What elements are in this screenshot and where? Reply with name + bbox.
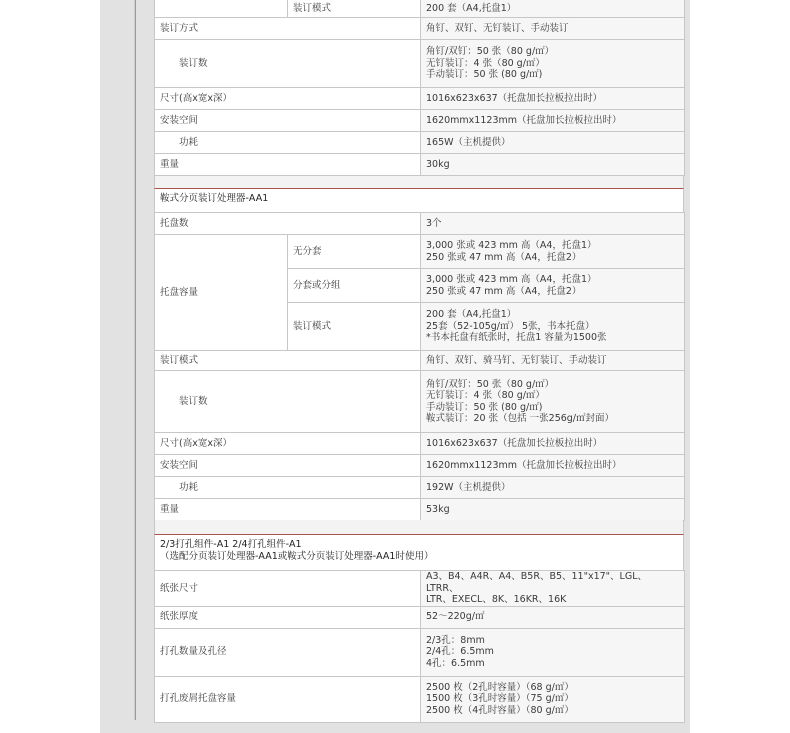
row-label: 重量: [155, 499, 421, 521]
row-value: 角钉/双钉：50 张（80 g/㎡） 无钉装订：4 张（80 g/㎡） 手动装订：50 张 (80 g/㎡) 鞍式装订：20 张（包括 一张256g/㎡封面）: [421, 371, 685, 433]
row-value: 192W（主机提供）: [421, 477, 685, 499]
table-row: [155, 433, 685, 455]
table-row: [155, 88, 685, 110]
row-value: 3个: [421, 213, 685, 235]
row-value: 1620mmx1123mm（托盘加长拉板拉出时）: [421, 110, 685, 132]
row-sublabel: 无分套: [288, 235, 421, 269]
row-sublabel: 分套或分组: [288, 269, 421, 303]
row-value: 200 套（A4,托盘1） 25套（52-105g/㎡） 5张，书本托盘） *书本托盘有纸张时，托盘1 容量为1500张: [421, 303, 685, 351]
table-row: [155, 40, 685, 88]
row-label: 安装空间: [155, 455, 421, 477]
row-value: 1016x623x637（托盘加长拉板拉出时）: [421, 433, 685, 455]
row-value: 165W（主机提供）: [421, 132, 685, 154]
table-row: [155, 455, 685, 477]
table-row: [155, 132, 685, 154]
row-value: 53kg: [421, 499, 685, 521]
row-value: 30kg: [421, 154, 685, 176]
row-value: 2500 枚（2孔时容量）（68 g/㎡） 1500 枚（3孔时容量）（75 g/㎡） 2500 枚（4孔时容量）（80 g/㎡）: [421, 676, 685, 722]
table-row: [155, 371, 685, 433]
row-label: 尺寸(高x宽x深）: [155, 88, 421, 110]
table-row: [155, 606, 685, 628]
row-label: 纸张尺寸: [155, 571, 421, 607]
row-value: 2/3孔：8mm 2/4孔：6.5mm 4孔：6.5mm: [421, 628, 685, 676]
row-label: 功耗: [155, 477, 421, 499]
table-row: [155, 477, 685, 499]
table-row: [155, 18, 685, 40]
table-row: [155, 0, 685, 18]
section-gap: [154, 520, 684, 534]
spec-table-2: [154, 212, 685, 521]
row-value: 52～220g/㎡: [421, 606, 685, 628]
table-row: [155, 676, 685, 722]
table-row: [155, 351, 685, 371]
table-row: [155, 628, 685, 676]
table-row: [155, 571, 685, 607]
spec-table-1: [154, 0, 685, 176]
row-value: 1016x623x637（托盘加长拉板拉出时）: [421, 88, 685, 110]
row-sublabel: 装订模式: [293, 2, 332, 14]
row-label: 功耗: [155, 132, 421, 154]
row-label: 重量: [155, 154, 421, 176]
table-row: [155, 499, 685, 521]
row-value: A3、B4、A4R、A4、B5R、B5、11"x17"、LGL、LTRR、 LTR、EXECL、8K、16KR、16K: [421, 571, 685, 607]
section-gap: [154, 176, 684, 188]
row-label: 装订方式: [155, 18, 421, 40]
table-row: [155, 154, 685, 176]
row-label: 安装空间: [155, 110, 421, 132]
table-row: [155, 110, 685, 132]
row-label: 托盘数: [155, 213, 421, 235]
row-value: 角钉、双钉、骑马钉、无钉装订、手动装订: [421, 351, 685, 371]
left-rule-dark: [135, 0, 136, 720]
row-label: 装订模式: [155, 351, 421, 371]
row-value: 3,000 张或 423 mm 高（A4，托盘1） 250 张或 47 mm 高（A4，托盘2）: [421, 235, 685, 269]
row-value: 3,000 张或 423 mm 高（A4，托盘1） 250 张或 47 mm 高（A4，托盘2）: [421, 269, 685, 303]
section-title-text: 鞍式分页装订处理器-AA1: [160, 193, 269, 204]
section-title: [154, 188, 684, 212]
row-value: 200 套（A4,托盘1）: [421, 0, 685, 18]
spec-table-3: [154, 570, 685, 723]
row-label: 托盘容量: [155, 235, 288, 351]
row-label: 装订数: [155, 40, 421, 88]
row-label: 尺寸(高x宽x深）: [155, 433, 421, 455]
row-value: 角钉/双钉：50 张（80 g/㎡） 无钉装订：4 张（80 g/㎡） 手动装订：50 张 (80 g/㎡): [421, 40, 685, 88]
row-value: 角钉、双钉、无钉装订、手动装订: [421, 18, 685, 40]
table-row: [155, 213, 685, 235]
section-title-line1: 2/3打孔组件-A1 2/4打孔组件-A1: [160, 539, 302, 550]
row-sublabel: 装订模式: [288, 303, 421, 351]
section-title-line2: （选配分页装订处理器-AA1或鞍式分页装订处理器-AA1时使用）: [160, 551, 434, 562]
row-label: 纸张厚度: [155, 606, 421, 628]
row-value: 1620mmx1123mm（托盘加长拉板拉出时）: [421, 455, 685, 477]
section-title: [154, 534, 684, 570]
row-label: 打孔废屑托盘容量: [155, 676, 421, 722]
table-row: [155, 235, 685, 269]
row-label: 打孔数量及孔径: [155, 628, 421, 676]
row-label: 装订数: [155, 371, 421, 433]
